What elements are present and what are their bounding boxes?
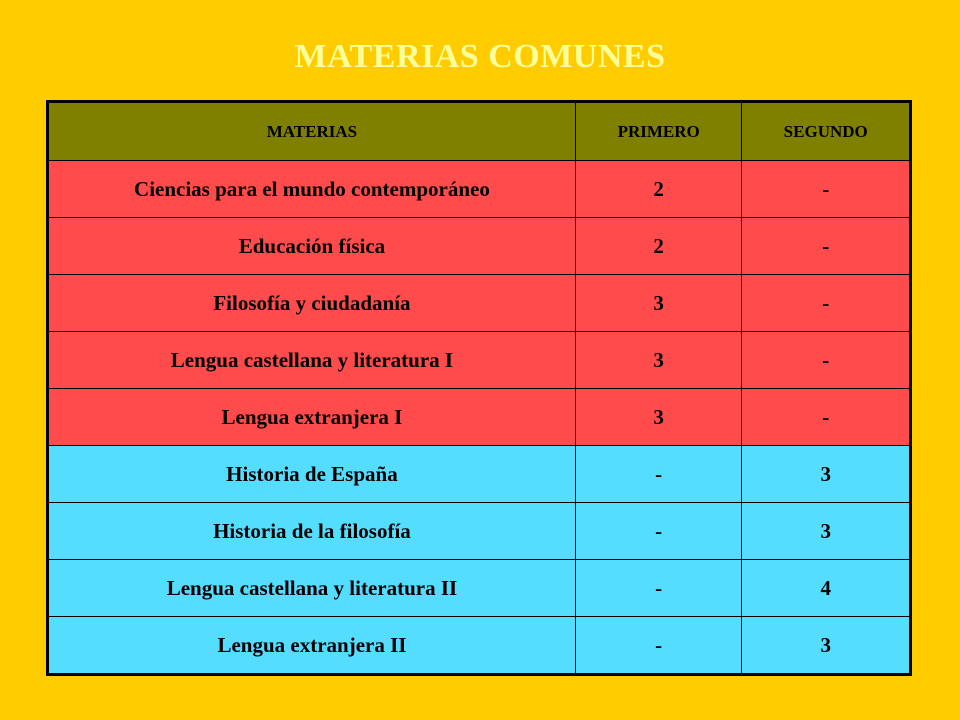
subjects-table <box>46 100 912 676</box>
subject-name: Educación física <box>48 218 576 275</box>
slide-title: MATERIAS COMUNES <box>294 38 666 75</box>
hours-segundo: 4 <box>742 560 911 617</box>
subject-name: Filosofía y ciudadanía <box>48 275 576 332</box>
table-row <box>48 560 911 617</box>
header-materias: MATERIAS <box>48 102 576 161</box>
subject-name: Historia de España <box>48 446 576 503</box>
hours-primero: - <box>575 446 742 503</box>
hours-primero: - <box>575 617 742 675</box>
table-row <box>48 503 911 560</box>
hours-primero: - <box>575 560 742 617</box>
subject-name: Lengua castellana y literatura I <box>48 332 576 389</box>
table-row <box>48 218 911 275</box>
hours-segundo: - <box>742 275 911 332</box>
hours-primero: 3 <box>575 275 742 332</box>
table-row <box>48 389 911 446</box>
hours-primero: 3 <box>575 389 742 446</box>
subject-name: Historia de la filosofía <box>48 503 576 560</box>
subject-name: Ciencias para el mundo contemporáneo <box>48 161 576 218</box>
subject-name: Lengua extranjera I <box>48 389 576 446</box>
table-row <box>48 332 911 389</box>
subject-name: Lengua castellana y literatura II <box>48 560 576 617</box>
table-row <box>48 617 911 675</box>
hours-segundo: - <box>742 161 911 218</box>
hours-segundo: 3 <box>742 446 911 503</box>
table-header-row <box>48 102 911 161</box>
hours-primero: 2 <box>575 218 742 275</box>
table-row <box>48 446 911 503</box>
header-segundo: SEGUNDO <box>742 102 911 161</box>
table-row <box>48 275 911 332</box>
hours-segundo: - <box>742 332 911 389</box>
hours-primero: - <box>575 503 742 560</box>
hours-segundo: - <box>742 218 911 275</box>
table-row <box>48 161 911 218</box>
hours-segundo: 3 <box>742 503 911 560</box>
hours-segundo: - <box>742 389 911 446</box>
header-primero: PRIMERO <box>575 102 742 161</box>
hours-segundo: 3 <box>742 617 911 675</box>
hours-primero: 3 <box>575 332 742 389</box>
subject-name: Lengua extranjera II <box>48 617 576 675</box>
hours-primero: 2 <box>575 161 742 218</box>
